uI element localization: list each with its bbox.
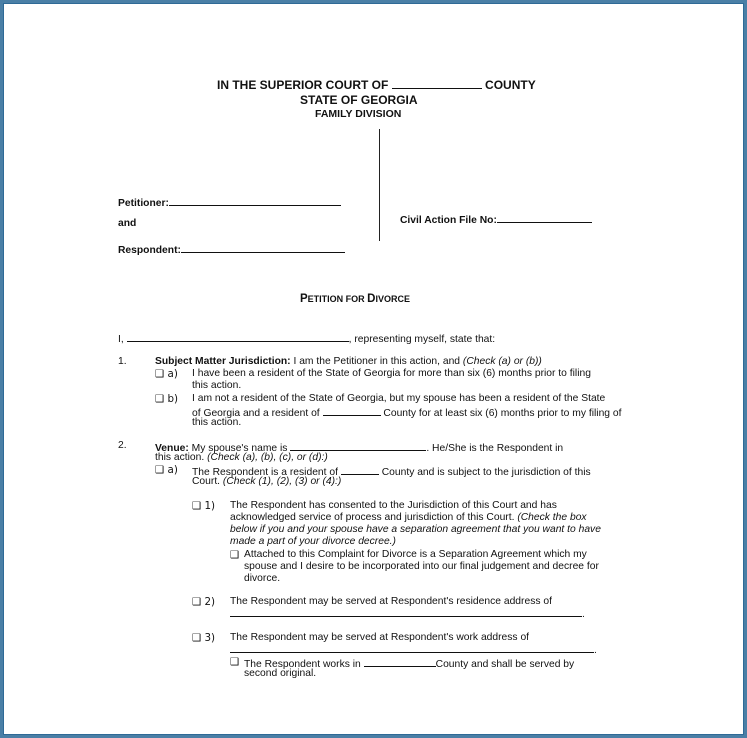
section2-a-line2 bbox=[192, 476, 341, 488]
title-d: D bbox=[367, 293, 376, 305]
section1-a-line1: I have been a resident of the State of Georgia for more than six (6) months prior to filing bbox=[192, 368, 591, 379]
section1-a-line2: this action. bbox=[192, 380, 242, 391]
section2-a-line2-text: Court. bbox=[192, 476, 223, 487]
court-heading bbox=[217, 78, 536, 92]
respondent-blank[interactable] bbox=[181, 242, 345, 253]
sub1-line2: spouse and I desire to be incorporated into our final judgement and decree for bbox=[244, 561, 599, 572]
petitioner-blank[interactable] bbox=[169, 195, 341, 206]
section2-line2-instruction: (Check (a), (b), (c), or (d):) bbox=[207, 452, 328, 463]
civil-action-row bbox=[400, 212, 592, 227]
residence-address-blank[interactable] bbox=[230, 606, 582, 617]
section2-line2-text: this action. bbox=[155, 452, 208, 463]
section1-instruction: (Check (a) or (b)) bbox=[462, 356, 542, 367]
section1-line1 bbox=[155, 356, 542, 368]
item1-line2-instruction: (Check the box bbox=[517, 512, 587, 523]
item1-line4: made a part of your divorce decree.) bbox=[230, 536, 396, 547]
intro-suffix: , representing myself, state that: bbox=[348, 334, 496, 345]
title-ivorce: IVORCE bbox=[375, 294, 410, 304]
section1-heading: Subject Matter Jurisdiction: bbox=[155, 356, 291, 367]
petitioner-label: Petitioner: bbox=[118, 198, 169, 209]
work-address-period: . bbox=[594, 645, 597, 656]
section2-number: 2. bbox=[118, 440, 127, 451]
division-heading: FAMILY DIVISION bbox=[315, 108, 402, 120]
section1-b-line1: I am not a resident of the State of Georgia, but my spouse has been a resident of the State bbox=[192, 393, 606, 404]
residence-address-row bbox=[230, 606, 585, 621]
item3-line1: The Respondent may be served at Respondent's work address of bbox=[230, 632, 530, 643]
sub3-line1-prefix: The Respondent works in bbox=[244, 659, 361, 670]
petition-title bbox=[300, 289, 410, 307]
spouse-name-blank[interactable] bbox=[290, 440, 426, 451]
work-county-blank[interactable] bbox=[364, 656, 436, 667]
and-label: and bbox=[118, 218, 137, 229]
section2-line2 bbox=[155, 452, 328, 464]
item1-line2 bbox=[230, 512, 587, 524]
section1-b-line2-prefix: of Georgia and a resident of bbox=[192, 408, 320, 419]
intro-line bbox=[118, 331, 495, 346]
civil-action-blank[interactable] bbox=[497, 212, 592, 223]
state-heading: STATE OF GEORGIA bbox=[300, 93, 418, 107]
item1-line1: The Respondent has consented to the Jurisdiction of this Court and has bbox=[230, 500, 557, 511]
checkbox-2a-1[interactable]: ❑ 1) bbox=[192, 500, 216, 512]
residence-address-period: . bbox=[582, 609, 585, 620]
respondent-row bbox=[118, 242, 345, 257]
section2-a-line1-prefix: The Respondent is a resident of bbox=[192, 467, 338, 478]
item1-line2-text: acknowledged service of process and jurisdiction of this Court. bbox=[230, 512, 518, 523]
sub1-line3: divorce. bbox=[244, 573, 281, 584]
section1-number: 1. bbox=[118, 356, 127, 367]
section2-a-line2-instruction: (Check (1), (2), (3) or (4):) bbox=[222, 476, 342, 487]
sub3-line2: second original. bbox=[244, 668, 317, 679]
section2-line1-text: My spouse's name is bbox=[188, 443, 288, 454]
checkbox-2a[interactable]: ❑ a) bbox=[155, 464, 178, 476]
section2-county-blank[interactable] bbox=[341, 464, 379, 475]
respondent-label: Respondent: bbox=[118, 245, 181, 256]
caption-divider bbox=[379, 129, 380, 241]
section1-b-line2 bbox=[192, 405, 621, 420]
work-address-blank[interactable] bbox=[230, 642, 594, 653]
checkbox-2a-3[interactable]: ❑ 3) bbox=[192, 632, 216, 644]
petitioner-row bbox=[118, 195, 341, 210]
petitioner-name-blank[interactable] bbox=[127, 331, 349, 342]
work-address-row bbox=[230, 642, 597, 657]
section1-b-line2-suffix: County for at least six (6) months prior to my filing of bbox=[383, 408, 622, 419]
title-etition: ETITION FOR bbox=[307, 294, 368, 304]
section2-heading: Venue: bbox=[155, 443, 189, 454]
sub3-line1-suffix: County and shall be served by bbox=[435, 659, 575, 670]
court-line-prefix: IN THE SUPERIOR COURT OF bbox=[217, 78, 389, 92]
section1-b-line3: this action. bbox=[192, 417, 242, 428]
section1-text: I am the Petitioner in this action, and bbox=[290, 356, 463, 367]
title-p: P bbox=[300, 293, 308, 305]
item2-line1: The Respondent may be served at Respondent's residence address of bbox=[230, 596, 552, 607]
checkbox-separation-agreement[interactable]: ❑ bbox=[230, 549, 240, 561]
civil-action-label: Civil Action File No: bbox=[400, 215, 497, 226]
checkbox-1a[interactable]: ❑ a) bbox=[155, 368, 178, 380]
county-blank[interactable] bbox=[392, 78, 482, 89]
item1-line3: below if you and your spouse have a separation agreement that you want to have bbox=[230, 524, 601, 535]
sub1-line1: Attached to this Complaint for Divorce is a Separation Agreement which my bbox=[244, 549, 587, 560]
section1-county-blank[interactable] bbox=[323, 405, 381, 416]
section2-a-line1-suffix: County and is subject to the jurisdiction of this bbox=[381, 467, 591, 478]
intro-prefix: I, bbox=[118, 334, 124, 345]
checkbox-2a-2[interactable]: ❑ 2) bbox=[192, 596, 216, 608]
court-line-suffix: COUNTY bbox=[485, 78, 536, 92]
checkbox-works-in-county[interactable]: ❑ bbox=[230, 656, 240, 668]
section2-line1-suffix: . He/She is the Respondent in bbox=[426, 443, 564, 454]
document-page bbox=[3, 3, 744, 735]
checkbox-1b[interactable]: ❑ b) bbox=[155, 393, 179, 405]
